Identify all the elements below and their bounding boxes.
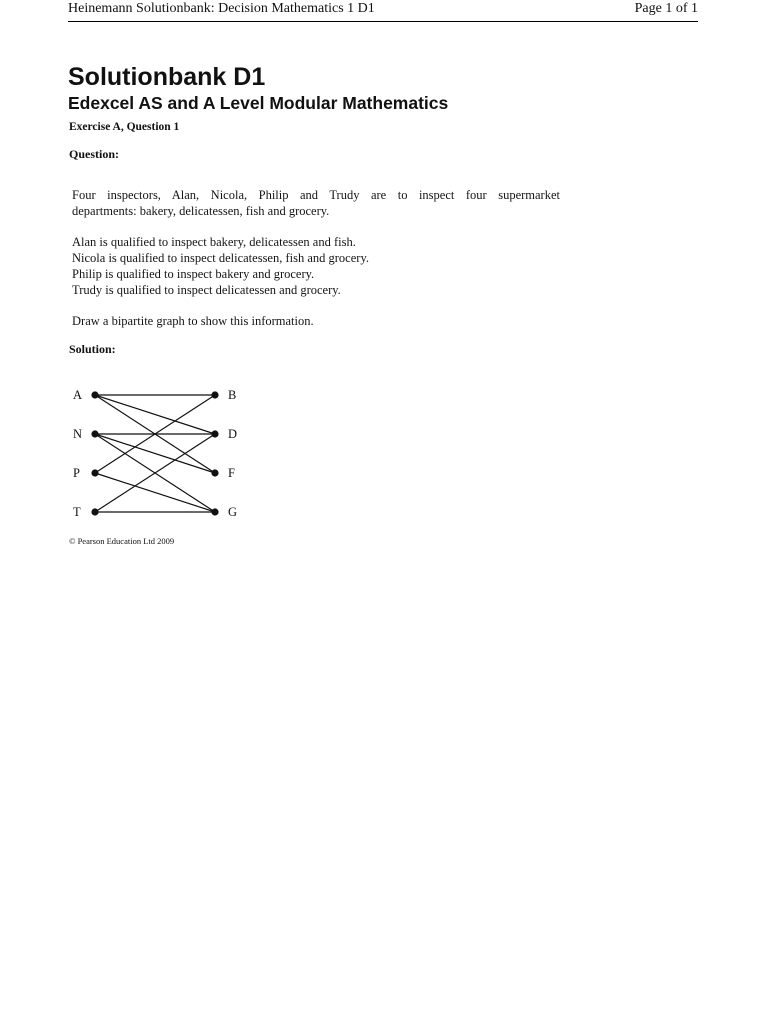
copyright-notice: © Pearson Education Ltd 2009: [69, 536, 175, 546]
question-instruction: Draw a bipartite graph to show this information.: [72, 314, 314, 328]
qualification-line: Philip is qualified to inspect bakery and grocery.: [72, 267, 315, 281]
graph-vertex-B: [211, 391, 218, 398]
document-title: Solutionbank D1: [68, 63, 266, 91]
qualification-line: Nicola is qualified to inspect delicatessen, fish and grocery.: [72, 251, 370, 265]
qualification-line: Trudy is qualified to inspect delicatessen and grocery.: [72, 283, 341, 297]
graph-vertex-G: [211, 508, 218, 515]
question-intro-line: Four inspectors, Alan, Nicola, Philip and Trudy are to inspect four supermarket: [72, 188, 560, 202]
graph-vertex-F: [211, 469, 218, 476]
graph-edge-P-G: [95, 473, 215, 512]
graph-vertex-label-G: G: [228, 505, 238, 519]
exercise-label: Exercise A, Question 1: [69, 121, 180, 133]
question-intro-line: departments: bakery, delicatessen, fish and grocery.: [72, 204, 330, 218]
question-text: [72, 187, 592, 329]
graph-vertex-T: [91, 508, 98, 515]
graph-vertex-label-P: P: [73, 466, 80, 480]
graph-vertex-label-F: F: [228, 466, 235, 480]
graph-vertex-label-A: A: [73, 388, 83, 402]
graph-vertex-N: [91, 430, 98, 437]
bipartite-graph: [66, 380, 256, 530]
question-label: Question:: [69, 147, 120, 161]
page-header: [68, 0, 698, 22]
solution-label: Solution:: [69, 342, 116, 356]
graph-vertex-label-D: D: [228, 427, 238, 441]
qualification-line: Alan is qualified to inspect bakery, delicatessen and fish.: [72, 235, 356, 249]
graph-vertex-D: [211, 430, 218, 437]
graph-vertex-A: [91, 391, 98, 398]
graph-edge-A-D: [95, 395, 215, 434]
graph-vertex-label-T: T: [73, 505, 81, 519]
header-source-title: Heinemann Solutionbank: Decision Mathematics 1 D1: [68, 1, 375, 16]
graph-edge-N-F: [95, 434, 215, 473]
graph-vertex-P: [91, 469, 98, 476]
header-page-number: Page 1 of 1: [634, 1, 698, 16]
document-subtitle: Edexcel AS and A Level Modular Mathematics: [68, 93, 449, 113]
bipartite-graph-svg: [66, 380, 256, 530]
graph-vertex-label-B: B: [228, 388, 237, 402]
graph-vertex-label-N: N: [73, 427, 83, 441]
